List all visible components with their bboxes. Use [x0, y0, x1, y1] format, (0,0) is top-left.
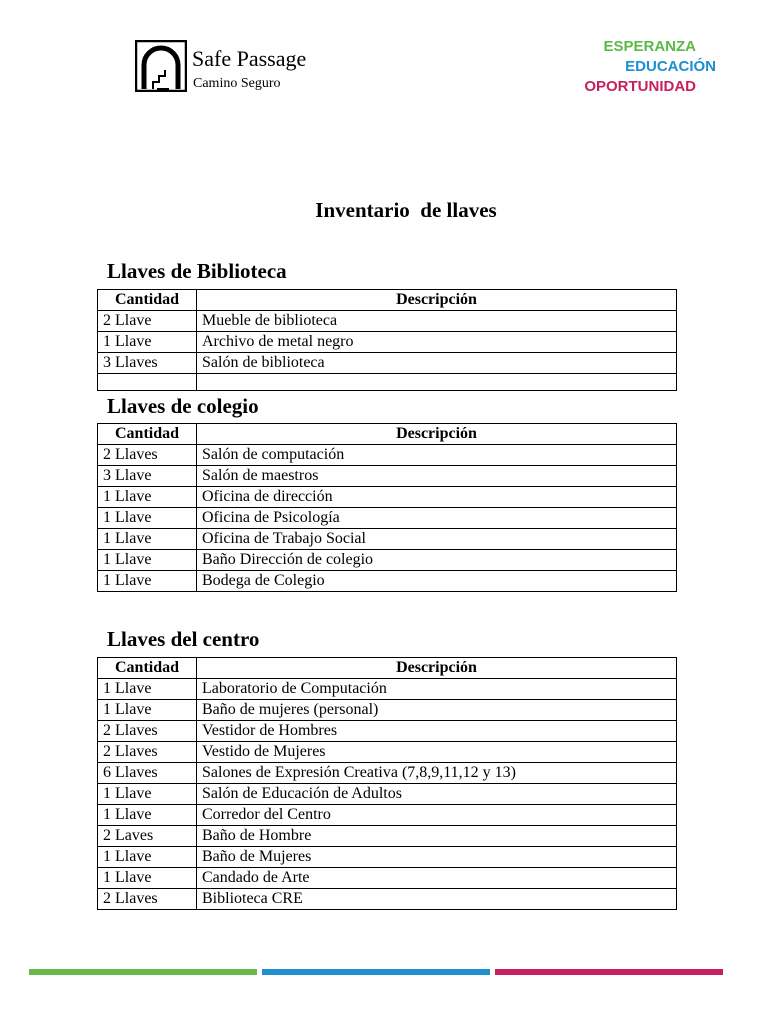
table-header-row: [98, 658, 677, 679]
cell-descripcion: Corredor del Centro: [197, 805, 677, 826]
cell-cantidad: 2 Llaves: [98, 742, 197, 763]
safe-passage-logo: [135, 40, 315, 96]
table-row: [98, 466, 677, 487]
table-row: [98, 889, 677, 910]
cell-descripcion: Laboratorio de Computación: [197, 679, 677, 700]
table-row: [98, 508, 677, 529]
cell-cantidad: 3 Llaves: [98, 353, 197, 374]
table-row: [98, 700, 677, 721]
cell-descripcion: Baño Dirección de colegio: [197, 550, 677, 571]
cell-cantidad: 1 Llave: [98, 332, 197, 353]
table-row: [98, 847, 677, 868]
cell-cantidad: 1 Llave: [98, 487, 197, 508]
cell-cantidad: 1 Llave: [98, 529, 197, 550]
cell-cantidad: 6 Llaves: [98, 763, 197, 784]
table-header-row: [98, 424, 677, 445]
table-header-row: [98, 290, 677, 311]
org-subtitle: Camino Seguro: [193, 76, 281, 91]
slogan-oportunidad: OPORTUNIDAD: [584, 78, 696, 95]
cell-descripcion: [197, 374, 677, 391]
document-title: Inventario de llaves: [315, 198, 497, 222]
column-header-descripcion: Descripción: [197, 424, 677, 445]
table-colegio: [97, 423, 677, 592]
slogan-educacion: EDUCACIÓN: [625, 58, 716, 75]
cell-cantidad: 1 Llave: [98, 847, 197, 868]
table-row: [98, 332, 677, 353]
column-header-descripcion: Descripción: [197, 658, 677, 679]
cell-descripcion: Oficina de Psicología: [197, 508, 677, 529]
slogan: [584, 37, 716, 97]
cell-cantidad: 1 Llave: [98, 508, 197, 529]
cell-descripcion: Salón de maestros: [197, 466, 677, 487]
table-row: [98, 374, 677, 391]
table-centro: [97, 657, 677, 910]
table-row: [98, 571, 677, 592]
cell-cantidad: 1 Llave: [98, 571, 197, 592]
cell-cantidad: [98, 374, 197, 391]
cell-cantidad: 1 Llave: [98, 805, 197, 826]
cell-descripcion: Bodega de Colegio: [197, 571, 677, 592]
column-header-cantidad: Cantidad: [98, 424, 197, 445]
footer-bar-blue: [262, 969, 490, 975]
cell-cantidad: 2 Llaves: [98, 889, 197, 910]
cell-descripcion: Candado de Arte: [197, 868, 677, 889]
cell-descripcion: Baño de Hombre: [197, 826, 677, 847]
column-header-cantidad: Cantidad: [98, 290, 197, 311]
table-row: [98, 353, 677, 374]
cell-descripcion: Oficina de Trabajo Social: [197, 529, 677, 550]
cell-descripcion: Vestidor de Hombres: [197, 721, 677, 742]
cell-cantidad: 1 Llave: [98, 784, 197, 805]
cell-cantidad: 2 Laves: [98, 826, 197, 847]
cell-descripcion: Baño de mujeres (personal): [197, 700, 677, 721]
cell-descripcion: Vestido de Mujeres: [197, 742, 677, 763]
footer-bar-green: [29, 969, 257, 975]
cell-cantidad: 3 Llave: [98, 466, 197, 487]
cell-descripcion: Salones de Expresión Creativa (7,8,9,11,12 y 13): [197, 763, 677, 784]
section-heading-biblioteca: Llaves de Biblioteca: [107, 259, 287, 283]
cell-cantidad: 1 Llave: [98, 700, 197, 721]
cell-descripcion: Baño de Mujeres: [197, 847, 677, 868]
table-row: [98, 529, 677, 550]
cell-descripcion: Biblioteca CRE: [197, 889, 677, 910]
table-row: [98, 311, 677, 332]
cell-descripcion: Salón de biblioteca: [197, 353, 677, 374]
cell-cantidad: 2 Llaves: [98, 721, 197, 742]
section-heading-colegio: Llaves de colegio: [107, 394, 259, 418]
table-row: [98, 487, 677, 508]
cell-descripcion: Salón de computación: [197, 445, 677, 466]
column-header-cantidad: Cantidad: [98, 658, 197, 679]
cell-descripcion: Salón de Educación de Adultos: [197, 784, 677, 805]
table-row: [98, 805, 677, 826]
cell-descripcion: Archivo de metal negro: [197, 332, 677, 353]
cell-cantidad: 2 Llave: [98, 311, 197, 332]
cell-descripcion: Oficina de dirección: [197, 487, 677, 508]
table-row: [98, 679, 677, 700]
table-row: [98, 742, 677, 763]
table-row: [98, 784, 677, 805]
table-row: [98, 550, 677, 571]
column-header-descripcion: Descripción: [197, 290, 677, 311]
cell-cantidad: 1 Llave: [98, 550, 197, 571]
footer-bar-magenta: [495, 969, 723, 975]
slogan-esperanza: ESPERANZA: [603, 38, 696, 55]
cell-cantidad: 1 Llave: [98, 868, 197, 889]
table-row: [98, 721, 677, 742]
table-row: [98, 868, 677, 889]
table-biblioteca: [97, 289, 677, 391]
table-row: [98, 763, 677, 784]
arch-logo-icon: [135, 40, 187, 92]
table-row: [98, 445, 677, 466]
table-row: [98, 826, 677, 847]
cell-descripcion: Mueble de biblioteca: [197, 311, 677, 332]
cell-cantidad: 1 Llave: [98, 679, 197, 700]
cell-cantidad: 2 Llaves: [98, 445, 197, 466]
org-name: Safe Passage: [192, 46, 307, 71]
section-heading-centro: Llaves del centro: [107, 627, 260, 651]
